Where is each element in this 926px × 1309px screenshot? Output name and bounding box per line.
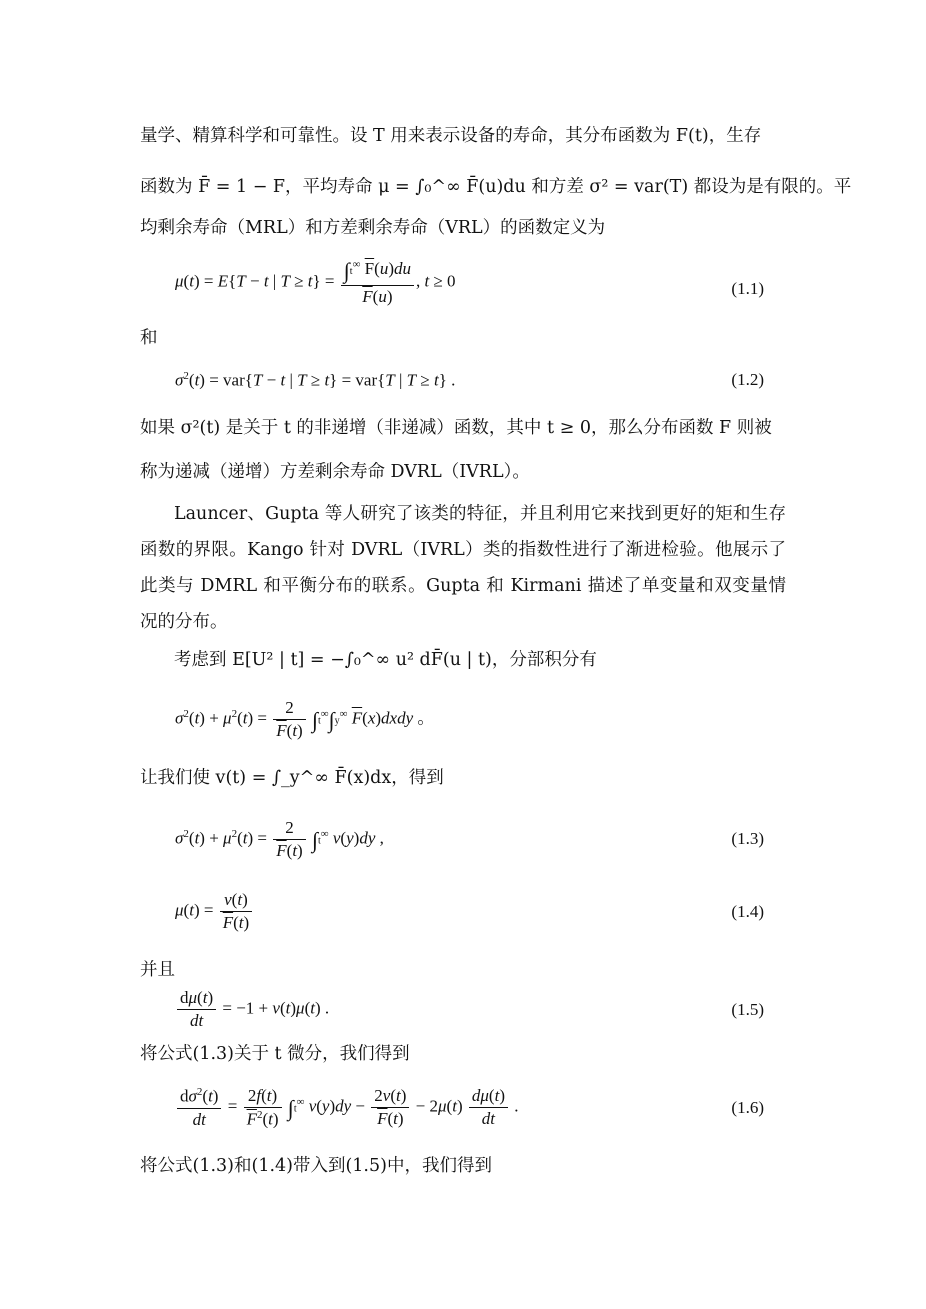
equation-1-1: μ(t) = E{T − t | T ≥ t} = $\frac{\int t^\infty \overline{F}(u)du}{\overline{F}(u)}$ , t ≥ 0 <box>175 258 456 306</box>
paragraph-4: 考虑到 E[U² | t] = −∫₀^∞ u² dF̄(u | t)，分部积分有 <box>174 650 597 670</box>
and-label: 和 <box>140 328 158 348</box>
equation-1-3: $\sigma^2(t) + \mu^2(t)$ = $\frac{2}{\overline{F}(t)}$ ∫t∞ v(y)dy , <box>175 818 384 860</box>
equation-unnumbered-1: $\sigma^2(t) + \mu^2(t)$ = $\frac{2}{\overline{F}(t)}$ ∫t∞∫y∞ $\overline{F}(x)dxdy$ 。 <box>175 698 435 740</box>
equation-number: (1.3) <box>731 829 764 848</box>
equation-1-5: $\frac{d\mu(t)}{dt}$ = −1 + v(t)μ(t) . <box>175 988 329 1031</box>
equation-1-6: $\frac{d\sigma^2(t)}{dt}$ = $\frac{2f(t)}{\overline{F}^2(t)}$ ∫t∞ v(y)dy − $\frac{2v(t)}{\overline{F}(t)}$ − 2μ(t) $\frac{d\mu(t)}{dt}$ . <box>175 1086 518 1130</box>
paragraph-2-line-2: 称为递减（递增）方差剩余寿命 DVRL（IVRL）。 <box>140 462 530 482</box>
paragraph-3: Launcer、Gupta 等人研究了该类的特征，并且利用它来找到更好的矩和生存函数的界限。Kango 针对 DVRL（IVRL）类的指数性进行了渐进检验。他展示了此类与 DMRL 和平衡分布的联系。Gupta 和 Kirmani 描述了单变量和双变量情况的分布。 <box>140 504 786 632</box>
paragraph-6: 将公式(1.3)关于 t 微分，我们得到 <box>140 1044 410 1064</box>
equation-1-4: μ(t) = $\frac{v(t)}{\overline{F}(t)}$ <box>175 890 254 933</box>
paragraph-1-line-1: 量学、精算科学和可靠性。设 T 用来表示设备的寿命，其分布函数为 F(t)，生存 <box>140 126 762 146</box>
equation-number: (1.2) <box>731 370 764 389</box>
and-label-2: 并且 <box>140 960 175 980</box>
equation-number: (1.4) <box>731 902 764 921</box>
paragraph-7: 将公式(1.3)和(1.4)带入到(1.5)中，我们得到 <box>140 1156 492 1176</box>
equation-1-2: $\sigma^2(t) = var\{T - t$ | T ≥ t} = var{T | T ≥ t} . <box>175 370 456 390</box>
equation-number: (1.5) <box>731 1000 764 1019</box>
equation-number: (1.1) <box>731 279 764 298</box>
paragraph-5: 让我们使 v(t) = ∫_y^∞ F̄(x)dx，得到 <box>140 768 444 788</box>
paragraph-1-line-2: 函数为 F̄ = 1 − F，平均寿命 μ = ∫₀^∞ F̄(u)du 和方差 σ² = var(T) 都设为是有限的。平 <box>140 177 852 197</box>
paragraph-2-line-1: 如果 σ²(t) 是关于 t 的非递增（非递减）函数，其中 t ≥ 0，那么分布函数 F 则被 <box>140 418 772 438</box>
equation-number: (1.6) <box>731 1098 764 1117</box>
paragraph-1-line-3: 均剩余寿命（MRL）和方差剩余寿命（VRL）的函数定义为 <box>140 218 606 238</box>
